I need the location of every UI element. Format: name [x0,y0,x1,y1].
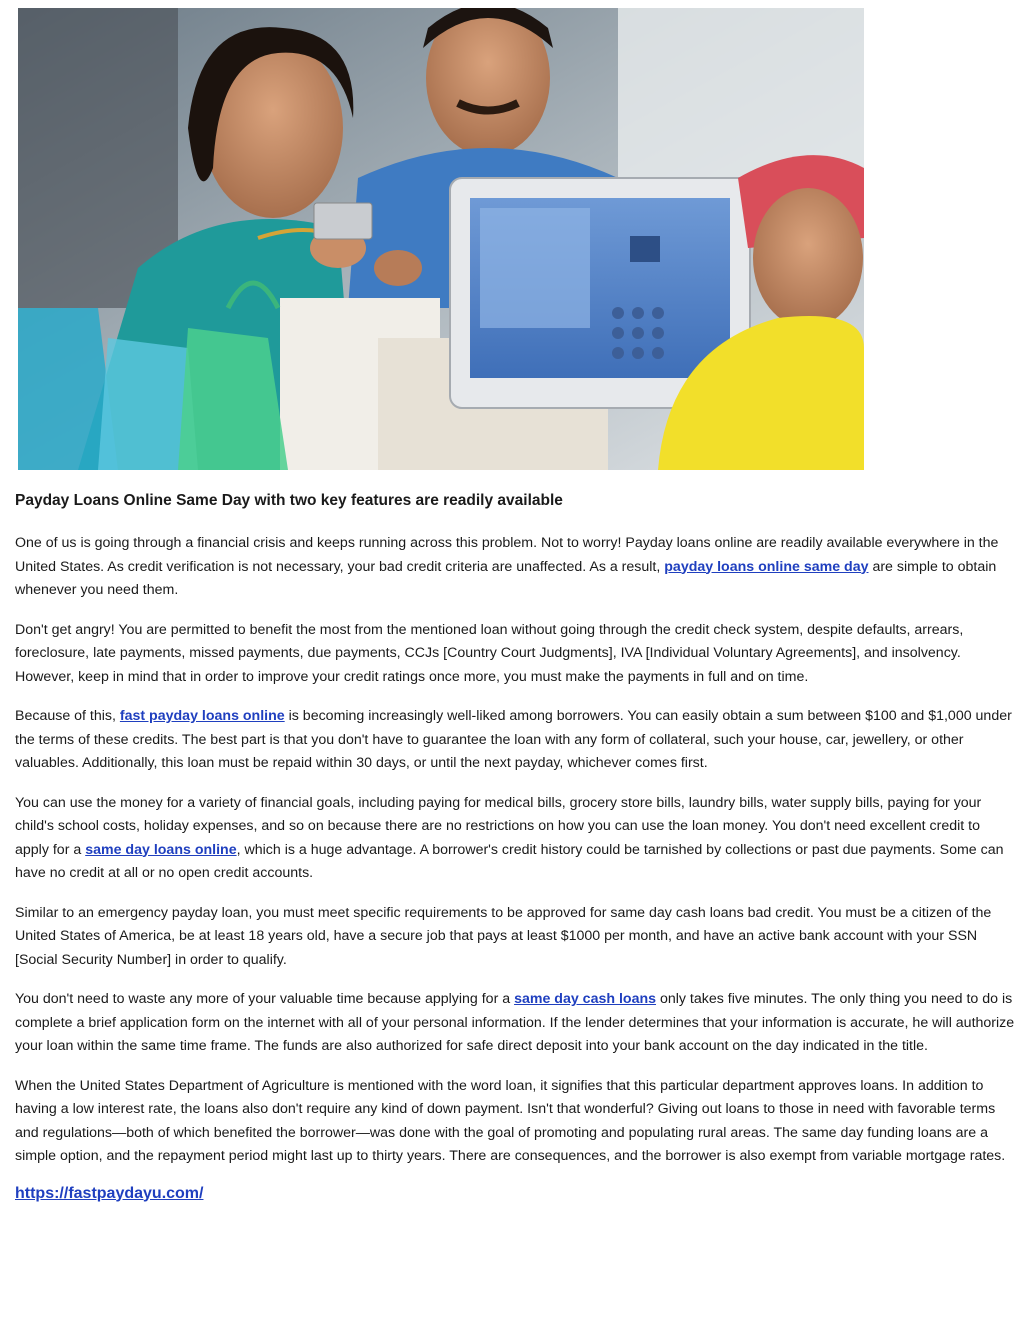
paragraph-3-text-after: is becoming increasingly well-liked among borrowers. You can easily obtain a sum between $100 and $1,000 under the terms of these credits. The best part is that you don't have to guarantee the loan with any form of collateral, such your house, car, jewellery, or other valuables. Additionally, this loan must be repaid within 30 days, or until the next payday, whichever comes first. [15,708,1012,771]
paragraph-1-text-after: are simple to obtain whenever you need them. [15,558,997,598]
paragraph-6-text-before: You don't need to waste any more of your valuable time because applying for a [15,991,515,1007]
source-url-link[interactable]: https://fastpaydayu.com/ [15,1184,204,1202]
paragraph-2: Don't get angry! You are permitted to benefit the most from the mentioned loan without going through the credit check system, despite defaults, arrears, foreclosure, late payments, missed payments, due payments, CCJs [Country Court Judgments], IVA [Individual Voluntary Agreements], and insolvency. However, keep in mind that in order to improve your credit ratings once more, you must make the payments in full and on time. [15,621,964,685]
same-day-loans-online-link[interactable]: same day loans online [85,841,237,858]
paragraph-3-text-before: Because of this, [15,708,120,724]
paragraph-5: Similar to an emergency payday loan, you must meet specific requirements to be approved for same day cash loans bad credit. You must be a citizen of the United States of America, be at least 18 years old, have a secure job that pays at least $1000 per month, and have an active bank account with your SSN [Social Security Number] in order to qualify. [15,904,992,968]
paragraph-6-text-after: only takes five minutes. The only thing you need to do is complete a brief application form on the internet with all of your personal information. If the lender determines that your information is accurate, he will authorize your loan within the same time frame. The funds are also authorized for safe direct deposit into your bank account on the day indicated in the title. [15,991,1015,1054]
paragraph-1 [15,532,1015,603]
paragraph-7: When the United States Department of Agriculture is mentioned with the word loan, it signifies that this particular department approves loans. In addition to having a low interest rate, the loans also don't require any kind of down payment. Isn't that wonderful? Giving out loans to those in need with favorable terms and regulations—both of which benefited the borrower—was done with the goal of promoting and populating rural areas. The same day funding loans are a simple option, and the repayment period might last up to thirty years. There are consequences, and the borrower is also exempt from variable mortgage rates. [15,1077,1006,1164]
same-day-cash-loans-link[interactable]: same day cash loans [514,991,657,1007]
paragraph-4-text-after: , which is a huge advantage. A borrower's credit history could be tarnished by collections or past due payments. Some can have no credit at all or no open credit accounts. [15,841,1004,881]
paragraph-4 [15,792,1015,886]
article [15,488,1015,1203]
checkout-scene-illustration [18,8,864,470]
fast-payday-loans-online-link[interactable]: fast payday loans online [119,708,285,724]
paragraph-4-text-before: You can use the money for a variety of financial goals, including paying for medical bills, grocery store bills, laundry bills, water supply bills, paying for your child's school costs, holiday expenses, and so on because there are no restrictions on how you can use the loan money. You don't need excellent credit to apply for a [15,794,982,858]
article-title: Payday Loans Online Same Day with two key features are readily available [15,492,563,509]
paragraph-1-text-before: One of us is going through a financial crisis and keeps running across this problem. Not to worry! Payday loans online are readily available everywhere in the United States. As credit verification is not necessary, your bad credit criteria are unaffected. As a result, [15,535,999,575]
hero-photo [18,8,864,470]
paragraph-6 [15,988,1015,1059]
paragraph-3 [15,705,1015,776]
payday-loans-online-same-day-link[interactable]: payday loans online same day [664,558,869,575]
